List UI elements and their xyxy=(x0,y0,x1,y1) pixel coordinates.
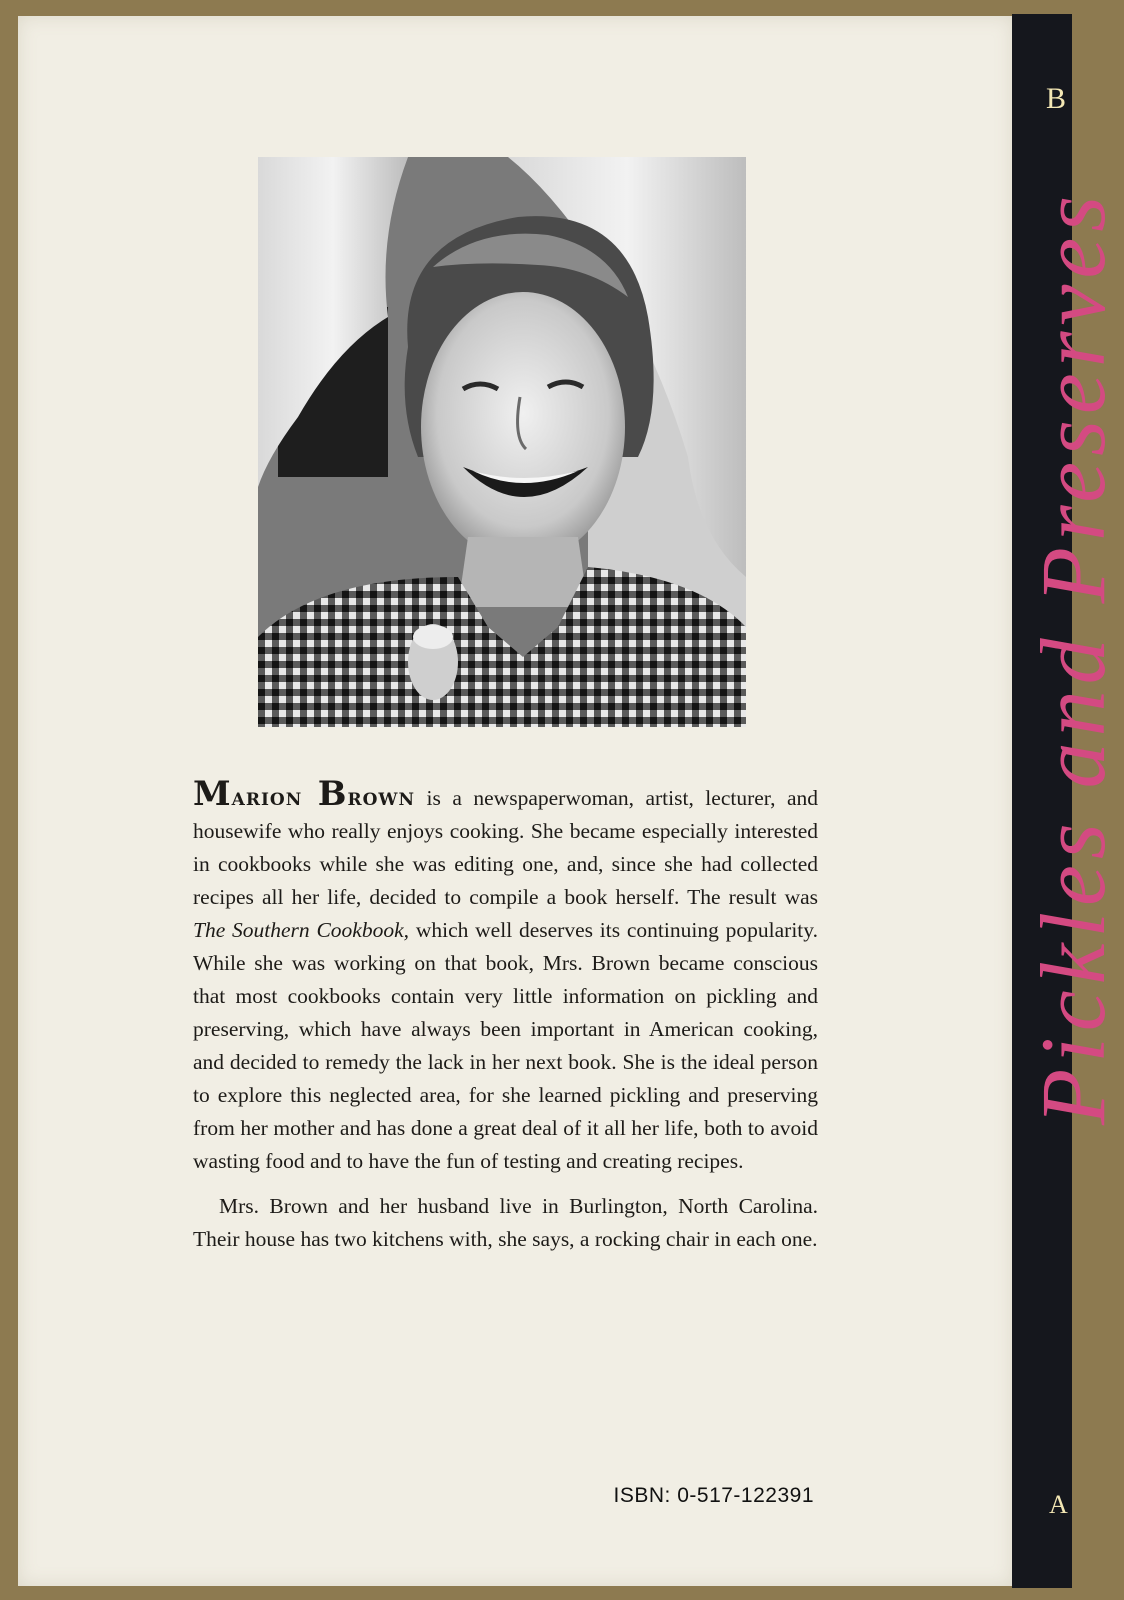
author-portrait xyxy=(258,157,746,727)
isbn-number: ISBN: 0-517-122391 xyxy=(613,1484,814,1507)
bio-text-b: which well deserves its continuing popularity. While she was working on that book, Mrs. Brown became conscious that most cookbooks contain very little information on pickling and preserving, which have always been important in American cooking, and decided to remedy the lack in her next book. She is the ideal person to explore this neglected area, for she learned pickling and preserving from her mother and has done a great deal of it all her life, both to avoid wasting food and to have the fun of testing and creating recipes. xyxy=(193,918,818,1173)
bio-text-a: is a newspaperwoman, artist, lecturer, and housewife who really enjoys cooking. She became especially interested in cookbooks while she was editing one, and, since she had collected recipes all her life, decided to compile a book herself. The result was xyxy=(193,786,818,909)
author-biography xyxy=(193,774,818,1256)
spine-title xyxy=(1022,190,1124,1290)
spine-title-text: Pickles and Preserves xyxy=(1022,190,1124,1125)
author-name: Marion Brown xyxy=(193,774,416,814)
bio-paragraph-2: Mrs. Brown and her husband live in Burlington, North Carolina. Their house has two kitchens with, she says, a rocking chair in each one. xyxy=(193,1194,818,1251)
book-title-reference: The Southern Cookbook, xyxy=(193,918,410,942)
spine-top-letter: B xyxy=(1046,82,1067,115)
bio-paragraph-1 xyxy=(193,774,818,1178)
spine-bottom-letter: A xyxy=(1049,1490,1068,1519)
portrait-illustration xyxy=(258,157,746,727)
